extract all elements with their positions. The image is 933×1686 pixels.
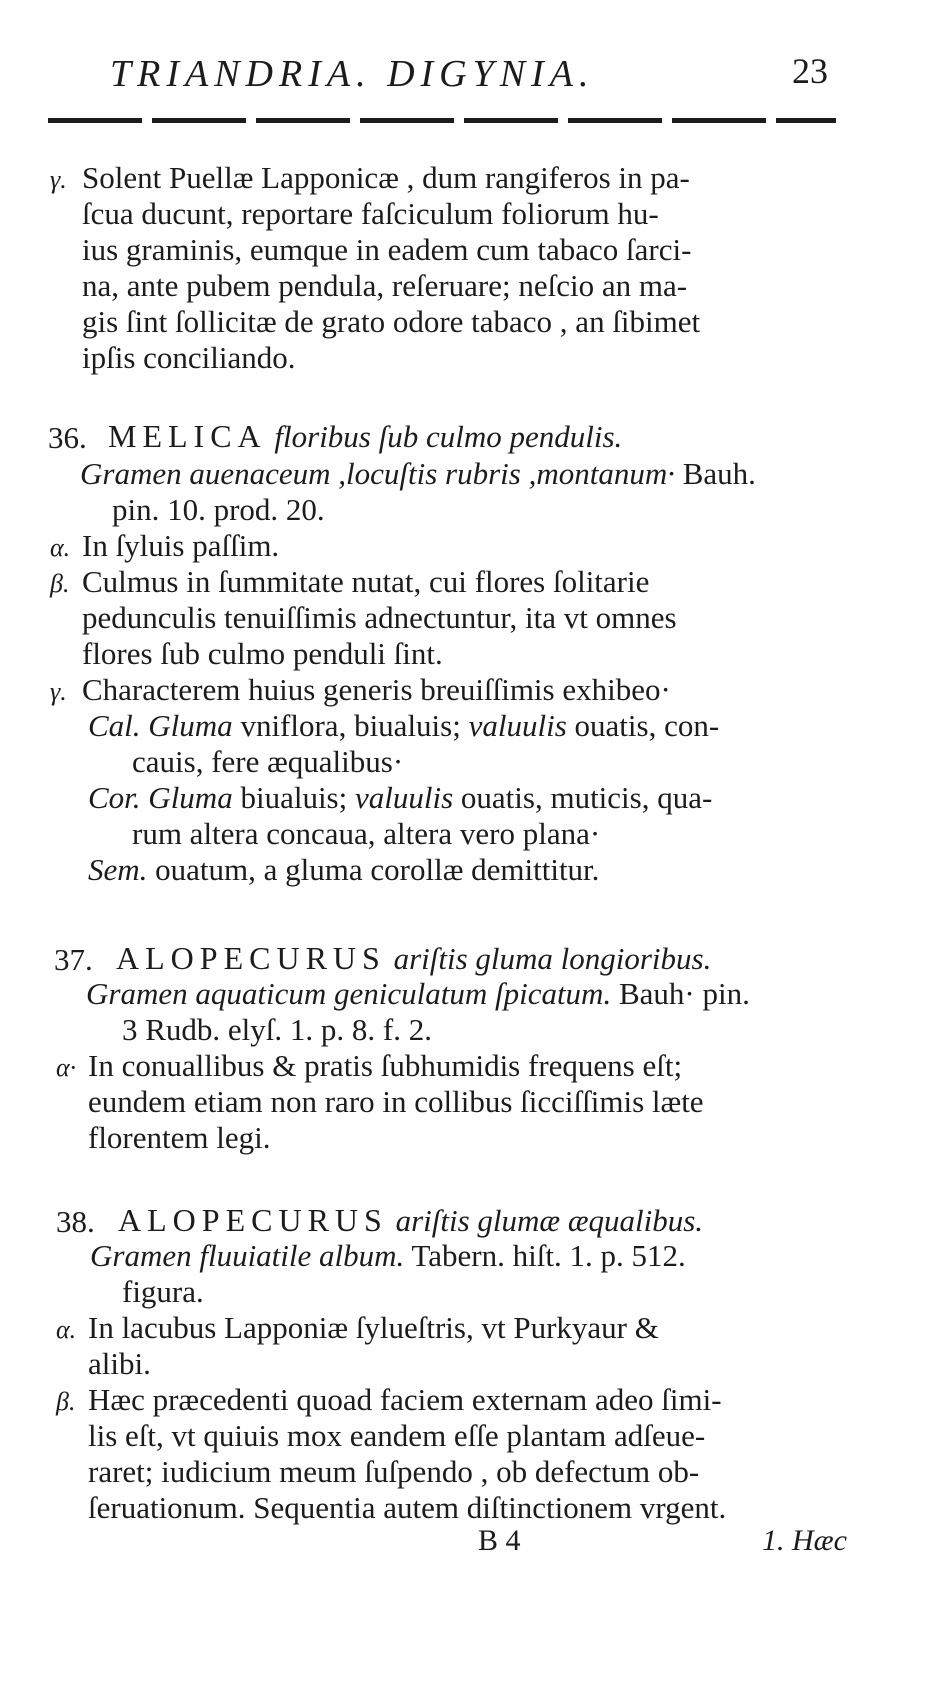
corolla-text: ouatis, muticis, qua- (460, 780, 713, 815)
signature-mark: B 4 (478, 1524, 521, 1557)
genus-name: ALOPECURUS (116, 940, 386, 976)
entry-heading (108, 418, 622, 455)
text-line: alibi. (88, 1346, 151, 1381)
note-marker: γ. (50, 677, 67, 706)
synonym-italic: Gramen aquaticum geniculatum ſpicatum. (86, 976, 612, 1011)
text-line: Culmus in ſummitate nutat, cui flores ſolitarie (82, 564, 650, 599)
entry-number: 36. (48, 420, 87, 455)
corolla-italic: valuulis (354, 780, 454, 815)
text-line: ipſis conciliando. (82, 340, 296, 375)
text-line: pedunculis tenuiſſimis adnectuntur, ita vt omnes (82, 600, 677, 635)
text-line: ſeruationum. Sequentia autem diſtinctionem vrgent. (88, 1490, 727, 1525)
diagnosis: ariſtis gluma longioribus. (393, 941, 712, 976)
entry-heading (116, 940, 711, 977)
catchword: 1. Hæc (762, 1524, 847, 1557)
synonym-ref: 3 Rudb. elyſ. 1. p. 8. f. 2. (122, 1012, 432, 1047)
calyx-label: Cal. Gluma (88, 708, 233, 743)
note-marker: α. (50, 533, 71, 562)
text-line: ius graminis, eumque in eadem cum tabaco ſarci- (82, 232, 692, 267)
corolla-line (88, 780, 712, 816)
text-line: na, ante pubem pendula, reſeruare; neſcio an ma- (82, 268, 688, 303)
text-line: lis eſt, vt quiuis mox eandem eſſe plantam adſeue- (88, 1418, 706, 1453)
synonym (90, 1238, 686, 1274)
corolla-label: Cor. Gluma (88, 780, 233, 815)
synonym-author: Bauh. (682, 456, 756, 491)
calyx-italic: valuulis (468, 708, 567, 743)
note-marker: β. (50, 569, 70, 598)
text-line: raret; iudicium meum ſuſpendo , ob defectum ob- (88, 1454, 700, 1489)
text-line: Hæc præcedenti quoad faciem externam adeo ſimi- (88, 1382, 722, 1417)
entry-number: 37. (54, 942, 93, 977)
header-rule (48, 118, 836, 123)
synonym-author: Tabern. hiſt. 1. p. 512. (411, 1238, 686, 1273)
text-line: Solent Puellæ Lapponicæ , dum rangiferos in pa- (82, 160, 690, 195)
entry-number: 38. (56, 1204, 95, 1239)
note-marker: γ. (50, 165, 67, 194)
note-marker: β. (56, 1387, 76, 1416)
synonym-author: Bauh· pin. (618, 976, 750, 1011)
synonym-ref: pin. 10. prod. 20. (112, 492, 325, 527)
diagnosis: floribus ſub culmo pendulis. (274, 419, 623, 454)
text-line: ſcua ducunt, reportare faſciculum foliorum hu- (82, 196, 659, 231)
synonym-ref: figura. (122, 1274, 204, 1309)
synonym-italic: Gramen auenaceum ,locuſtis rubris ,montanum· (80, 456, 675, 491)
semen-line (88, 852, 599, 888)
synonym-italic: Gramen fluuiatile album. (90, 1238, 405, 1273)
text-line: In conuallibus & pratis ſubhumidis frequens eſt; (88, 1048, 683, 1083)
calyx-line (88, 708, 719, 744)
synonym (80, 456, 756, 492)
calyx-text: vniflora, biualuis; (240, 708, 461, 743)
diagnosis: ariſtis glumæ æqualibus. (395, 1203, 704, 1238)
genus-name: MELICA (108, 418, 267, 454)
entry-heading (118, 1202, 703, 1239)
note-marker: α. (56, 1315, 77, 1344)
text-line: In ſyluis paſſim. (82, 528, 280, 563)
text-line: In lacubus Lapponiæ ſylueſtris, vt Purkyaur & (88, 1310, 659, 1345)
text-line: cauis, fere æqualibus· (132, 744, 404, 779)
semen-text: ouatum, a gluma corollæ demittitur. (155, 852, 600, 887)
page-number: 23 (792, 51, 828, 91)
text-line: Characterem huius generis breuiſſimis exhibeo· (82, 672, 671, 707)
text-line: florentem legi. (88, 1120, 271, 1155)
text-line: flores ſub culmo penduli ſint. (82, 636, 443, 671)
note-marker: α· (56, 1053, 77, 1082)
text-line: eundem etiam non raro in collibus ſicciſſimis læte (88, 1084, 704, 1119)
synonym (86, 976, 750, 1012)
corolla-text: biualuis; (240, 780, 348, 815)
text-line: gis ſint ſollicitæ de grato odore tabaco , an ſibimet (82, 304, 701, 339)
genus-name: ALOPECURUS (118, 1202, 388, 1238)
text-line: rum altera concaua, altera vero plana· (132, 816, 601, 851)
running-title: TRIANDRIA. DIGYNIA. (110, 53, 595, 95)
semen-label: Sem. (88, 852, 148, 887)
calyx-text: ouatis, con- (574, 708, 720, 743)
